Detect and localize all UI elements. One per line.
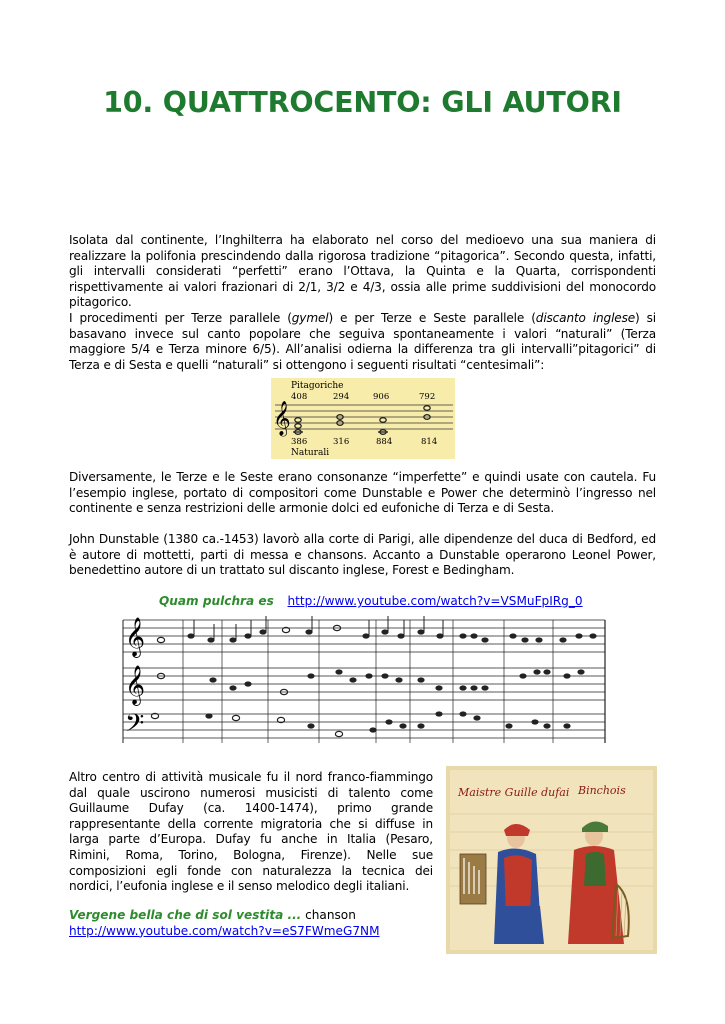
interval-comparison-figure [271, 378, 455, 459]
parallel-intervals-paragraph [69, 311, 656, 373]
organ-icon [460, 854, 486, 904]
natural-value: 316 [333, 437, 350, 447]
gymel-term: gymel [291, 311, 329, 325]
treble-clef-icon: 𝄞 [125, 665, 146, 705]
pythagorean-value: 792 [419, 392, 436, 402]
text-line: rispettivamente ai valori frazionari di 2/1, 3/2 e 4/3, ossia alle prime suddivisioni del monocordo [69, 279, 656, 294]
text-line: l’esempio inglese, portato di compositori come Dunstable e Power che determinò l’ingresso nel [69, 485, 656, 500]
bass-clef-icon: 𝄢 [125, 709, 145, 744]
intro-paragraph [69, 233, 656, 311]
pythagorean-value: 294 [333, 392, 350, 402]
page-title: 10. QUATTROCENTO: GLI AUTORI [103, 86, 622, 119]
video-genre: chanson [301, 908, 356, 922]
text-line: realizzare la polifonia prescindendo dalla rigorosa tradizione “pitagorica”. Secondo questa, infatti, [69, 248, 656, 263]
video-title: Vergene bella che di sol vestita ... [69, 908, 302, 922]
illumination-caption-left: Maistre Guille dufai [458, 786, 570, 799]
text-line: maggiore 5/4 e Terza minore 6/5). All’analisi odierna la differenza tra gli intervalli”pitagorici” di [69, 342, 656, 357]
video-link-row [159, 594, 583, 608]
pythagorean-label: Pitagoriche [291, 381, 344, 391]
text-line: Diversamente, le Terze e le Seste erano consonanze “imperfette” e quindi usate con cautela. Fu [69, 470, 656, 484]
text-line: I procedimenti per Terze parallele (gymel) e per Terze e Seste parallele (discanto inglese) si [69, 311, 656, 325]
text-line: John Dunstable (1380 ca.-1453) lavorò alla corte di Parigi, alle dipendenze del duca di Bedford, ed [69, 532, 656, 546]
youtube-link[interactable]: http://www.youtube.com/watch?v=VSMuFpIRg_0 [287, 594, 583, 608]
discanto-term: discanto inglese [535, 311, 636, 325]
text-line: gli intervalli considerati “perfetti” erano l’Ottava, la Quinta e la Quarta, corrispondenti [69, 264, 656, 279]
text-line: larga parte d’Europa. Dufay fu anche in Italia (Pesaro, [69, 832, 433, 847]
text-line: Rimini, Roma, Torino, Bologna, Firenze). Nelle sue [69, 847, 433, 862]
text-line: rappresentante della corrente migratoria che si diffuse in [69, 816, 433, 831]
text-line: basavano invece sul canto popolare che seguiva spontaneamente i valori “naturali” (Terza [69, 326, 656, 341]
text-line: nordici, l’eufonia inglese e il senso melodico degli italiani. [69, 879, 410, 894]
natural-value: 814 [421, 437, 438, 447]
interval-notes [293, 406, 430, 435]
text-line: continente e senza restrizioni delle armonie dolci ed eufoniche di Terza e di Sesta. [69, 501, 555, 516]
quam-pulchra-es-score [121, 610, 607, 748]
dunstable-paragraph [69, 532, 656, 579]
text-line: pitagorico. [69, 295, 132, 310]
natural-value: 386 [291, 437, 308, 447]
video-title: Quam pulchra es [159, 594, 274, 608]
youtube-link[interactable]: http://www.youtube.com/watch?v=eS7FWmeG7NM [69, 923, 380, 938]
video-link-block [69, 908, 380, 939]
text-line: Guillaume Dufay (ca. 1400-1474), primo grande [69, 801, 433, 816]
text-line: composizioni egli fonde con naturalezza la tecnica dei [69, 863, 433, 878]
pythagorean-value: 408 [291, 392, 308, 402]
text-line: Altro centro di attività musicale fu il nord franco-fiammingo [69, 770, 433, 784]
illumination-caption-right: Binchois [578, 784, 626, 797]
text-line: dal quale uscirono numerosi musicisti di talento come [69, 785, 433, 800]
dufay-binchois-illumination [446, 766, 657, 954]
natural-value: 884 [376, 437, 393, 447]
text-line: Terza e di Sesta e quelli “naturali” si ottengono i seguenti risultati “centesimali”: [69, 357, 545, 372]
text-line: benedettino autore di un trattato sul discanto inglese, Forest e Bedingham. [69, 563, 515, 578]
natural-label: Naturali [291, 448, 330, 458]
imperfect-consonances-paragraph [69, 470, 656, 517]
pythagorean-value: 906 [373, 392, 390, 402]
treble-clef-icon: 𝄞 [125, 617, 146, 657]
text-line: è autore di mottetti, parti di messa e chansons. Accanto a Dunstable operarono Leonel Power, [69, 547, 656, 562]
dufay-paragraph [69, 770, 433, 895]
text-line: Isolata dal continente, l’Inghilterra ha elaborato nel corso del medioevo una sua maniera di [69, 233, 656, 247]
treble-clef-icon: 𝄞 [273, 401, 291, 436]
